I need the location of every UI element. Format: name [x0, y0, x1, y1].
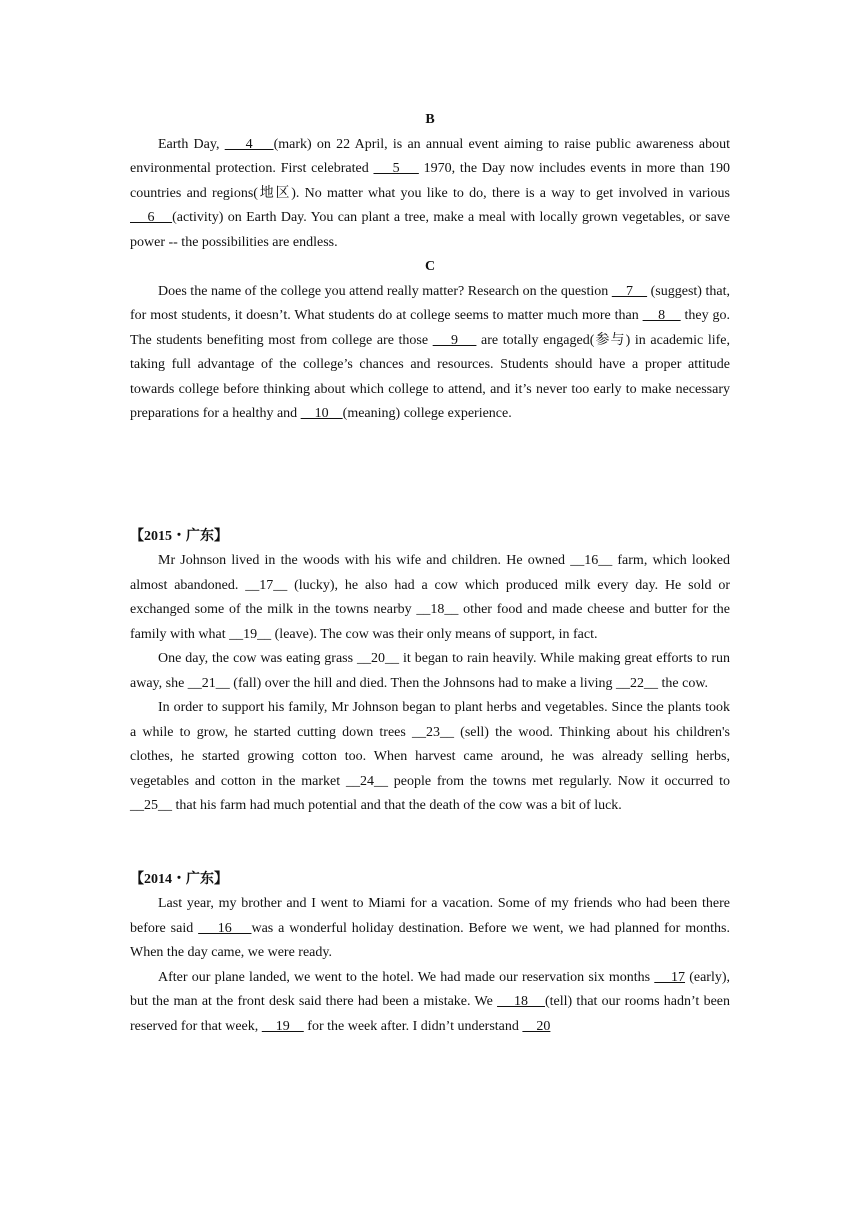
text-run: Mr Johnson lived in the woods with his wife and children. He owned __16__ farm, which looked almost abandoned. __17__ (lucky), he also had a cow which produced milk every day. He sold or exchanged some of the milk in the towns nearby __18__ other food and made cheese and butter for the family with what __19__ (leave). The cow was their only means of support, in fact. — [130, 553, 730, 642]
text-run: After our plane landed, we went to the hotel. We had made our reservation six months — [158, 969, 655, 985]
blank-answer: 19 — [261, 1018, 304, 1034]
section-heading-c: C — [424, 259, 436, 274]
text-run: (meaning) college experience. — [342, 406, 512, 421]
text-run: for the week after. I didn’t understand — [303, 1018, 523, 1034]
blank-answer: 17 — [654, 969, 686, 985]
section-heading-b: B — [425, 112, 435, 127]
text-run: (suggest) that, for most students, it doesn’t. What students do at college seems to matter much more than — [130, 283, 730, 323]
text-run: was a wonderful holiday destination. Before we went, we had planned for months. When the day came, we were ready. — [130, 920, 730, 960]
text-run: Does the name of the college you attend really matter? Research on the question — [158, 283, 612, 299]
text-run: One day, the cow was eating grass __20__ it began to rain heavily. While making great efforts to run away, she __21__ (fall) over the hill and died. Then the Johnsons had to make a living __22__ the cow. — [130, 651, 730, 691]
passage-2015-paragraph-1 — [130, 549, 730, 647]
blank-answer: 6 — [130, 210, 173, 225]
text-run: (tell) that our rooms hadn’t been reserved for that week, — [130, 994, 730, 1034]
text-run: (mark) on 22 April, is an annual event aiming to raise public awareness about environmental protection. First celebrated — [130, 136, 730, 176]
document-page — [130, 108, 730, 1039]
passage-2014-paragraph-1 — [130, 892, 730, 966]
passage-2014-paragraph-2 — [130, 966, 730, 1040]
spacer — [130, 427, 730, 525]
blank-answer: 5 — [373, 161, 419, 176]
blank-answer: 7 — [611, 283, 648, 299]
blank-answer: 8 — [642, 308, 681, 323]
text-run: 1970, the Day now includes events in more than 190 countries and regions(地区). No matter what you like to do, there is a way to get involved in various — [130, 161, 731, 201]
text-run: (activity) on Earth Day. You can plant a tree, make a meal with locally grown vegetables, or save power -- the possibilities are endless. — [130, 210, 731, 250]
blank-answer: 16 — [198, 920, 252, 936]
passage-b-paragraph — [130, 133, 730, 256]
text-run: Earth Day, — [158, 136, 225, 152]
section-label-2015: 【2015・广东】 — [130, 528, 228, 544]
spacer — [130, 819, 730, 868]
text-run: are totally engaged(参与) in academic life, taking full advantage of the college’s chances and resources. Students should have a proper attitude towards college before thinking about which college to attend, and it’s never too early to make necessary preparations for a healthy and — [130, 332, 730, 421]
section-label-2014: 【2014・广东】 — [130, 871, 228, 887]
blank-answer: 9 — [432, 332, 477, 348]
blank-answer: 20 — [522, 1018, 551, 1034]
blank-answer: 10 — [300, 406, 343, 421]
text-run: Last year, my brother and I went to Miami for a vacation. Some of my friends who had been there before said — [130, 896, 730, 936]
text-run: (early), but the man at the front desk said there had been a mistake. We — [130, 969, 731, 1009]
passage-2015-paragraph-3 — [130, 696, 730, 819]
blank-answer: 4 — [224, 136, 274, 152]
passage-2015-paragraph-2 — [130, 647, 730, 696]
text-run: they go. The students benefiting most from college are those — [130, 308, 731, 348]
text-run: In order to support his family, Mr Johnson began to plant herbs and vegetables. Since the plants took a while to grow, he started cutting down trees __23__ (sell) the wood. Thinking about his children's clothes, he started growing cotton too. When harvest came around, he was already selling herbs, vegetables and cotton in the market __24__ people from the towns met regularly. Now it occurred to __25__ that his farm had much potential and that the death of the cow was a bit of luck. — [130, 700, 730, 813]
passage-c-paragraph — [130, 280, 730, 427]
blank-answer: 18 — [497, 994, 545, 1009]
